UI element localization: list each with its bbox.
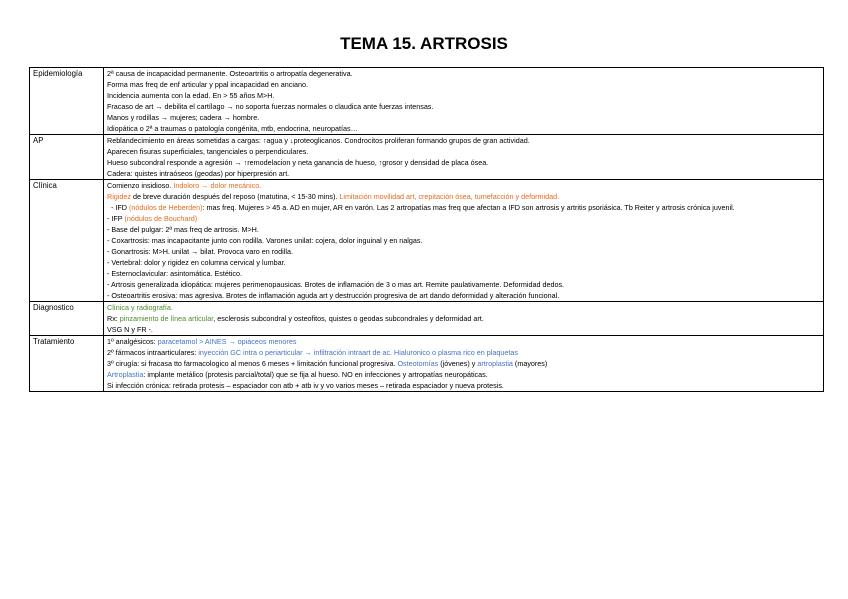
highlight-orange: (nódulos de Heberden) [128,203,203,212]
text-span: 2º fármacos intraarticulares: [107,348,199,357]
row-label-clinica: Clínica [30,180,104,302]
row-content-epidemiologia [104,68,824,135]
table-row-diagnostico [30,302,824,336]
text-span: 3º cirugía: si fracasa tto farmacologico al menos 6 meses + limitación funcional progresiva. [107,359,398,368]
row-content-diagnostico [104,302,824,336]
text-line: Fracaso de art → debilita el cartílago → no soporta fuerzas normales o claudica ante fuerzas intensas. [107,102,434,111]
text-line: Cadera: quistes intraóseos (geodas) por hiperpresión art. [107,169,290,178]
text-line: Incidencia aumenta con la edad. En > 55 años M>H. [107,91,275,100]
text-line [107,347,820,358]
bullet-item-ifd [107,202,820,213]
bullet-item: - Base del pulgar: 2ª mas freq de artrosis. M>H. [107,225,259,234]
highlight-orange: Limitación movilidad art, crepitación ósea, tumefacción y deformidad. [339,192,560,201]
text-span: - IFD [111,203,129,212]
bullet-item: - Vertebral: dolor y rigidez en columna cervical y lumbar. [107,258,286,267]
bullet-item: - Artrosis generalizada idiopática: mujeres perimenopausicas. Brotes de inflamación de 3 o mas art. Remite paulativamente. Deformidad dedos. [107,280,565,289]
text-line [107,180,820,191]
text-line: 2ª causa de incapacidad permanente. Osteoartritis o artropatía degenerativa. [107,69,353,78]
table-row-ap [30,135,824,180]
bullet-item: - Gonartrosis: M>H. unilat → bilat. Provoca varo en rodilla. [107,247,293,256]
row-label-epidemiologia: Epidemiología [30,68,104,135]
table-row-clinica [30,180,824,302]
text-line: Aparecen fisuras superficiales, tangenciales o perpendiculares. [107,147,309,156]
highlight-green: pinzamiento de línea articular [119,314,214,323]
highlight-orange: Rigidez [107,192,131,201]
highlight-blue: artroplastia [477,359,513,368]
text-span: : implante metálico (protesis parcial/total) que se fija al hueso. NO en infecciones y artropatías neuropáticas. [143,370,488,379]
highlight-blue: inyección GC intra o periarticular → infiltración intraart de ac. Hialuronico o plasma rico en plaquetas [198,348,518,357]
text-line: Manos y rodillas → mujeres; cadera → hombre. [107,113,260,122]
page-title: TEMA 15. ARTROSIS [340,34,508,53]
row-label-diagnostico: Diagnostico [30,302,104,336]
text-line [107,358,820,369]
text-span: : mas freq. Mujeres > 45 a. AD en mujer, AR en varón. Las 2 artropatías mas freq que afectan a IFD son artrosis y artritis psoriásica. Tb Reiter y artrosis crónica juvenil. [202,203,735,212]
highlight-blue: Osteotomías [397,359,439,368]
highlight-blue: Artroplastia [107,370,144,379]
text-span: de breve duración después del reposo (matutina, < 15-30 mins). [130,192,340,201]
text-line: Si infección crónica: retirada protesis – espaciador con atb + atb iv y vo varios meses – retirada espaciador y nueva protesis. [107,381,504,390]
text-span: (mayores) [512,359,548,368]
text-line: Forma mas freq de enf articular y ppal incapacidad en anciano. [107,80,308,89]
text-line [107,191,820,202]
text-span: (jóvenes) y [438,359,478,368]
bullet-item: - Coxartrosis: mas incapacitante junto con rodilla. Varones unilat: cojera, dolor inguinal y en nalgas. [107,236,423,245]
bullet-item: - Esternoclavicular: asintomática. Estético. [107,269,243,278]
text-span: - IFP [107,214,125,223]
highlight-green: Clínica y radiografía. [107,303,173,312]
text-line: VSG N y FR -. [107,325,153,334]
highlight-orange: Indoloro → dolor mecánico. [173,181,262,190]
text-line: Hueso subcondral responde a agresión → ↑remodelacion y neta ganancia de hueso, ↑grosor y densidad de placa ósea. [107,158,489,167]
text-span: Rx: [107,314,120,323]
table-row-epidemiologia [30,68,824,135]
row-content-ap [104,135,824,180]
text-line [107,313,820,324]
table-row-tratamiento [30,336,824,392]
highlight-blue: paracetamol > AINES → opiáceos menores [157,337,297,346]
text-line [107,336,820,347]
text-line: Idiopática o 2ª a traumas o patología congénita, mtb, endocrina, neuropatías… [107,124,358,133]
bullet-item-ifp [107,213,820,224]
bullet-item: - Osteoartritis erosiva: mas agresiva. Brotes de inflamación aguda art y destrucción progresiva de art dando deformidad y alteración funcional. [107,291,560,300]
text-line: Reblandecimiento en áreas sometidas a cargas: ↑agua y ↓proteoglicanos. Condrocitos proliferan formando grupos de gran actividad. [107,136,530,145]
summary-table [29,67,824,392]
text-span: Comienzo insidioso. [107,181,174,190]
highlight-orange: (nódulos de Bouchard) [124,214,198,223]
text-span: , esclerosis subcondral y osteofitos, quistes o geodas subcondrales y deformidad art. [213,314,484,323]
row-label-ap: AP [30,135,104,180]
text-span: 1º analgésicos: [107,337,158,346]
text-line [107,369,820,380]
row-content-tratamiento [104,336,824,392]
row-label-tratamiento: Tratamiento [30,336,104,392]
row-content-clinica [104,180,824,302]
